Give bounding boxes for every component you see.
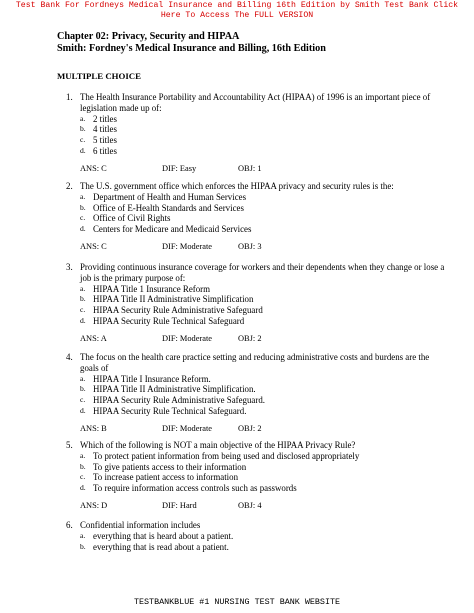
option-a: a. HIPAA Title 1 Insurance Reform xyxy=(80,283,211,294)
answer: ANS: C xyxy=(80,241,107,251)
top-banner xyxy=(0,1,474,21)
option-a: a. Department of Health and Human Services xyxy=(80,191,247,202)
banner-line-2: Here To Access The FULL VERSION xyxy=(160,11,314,20)
book-title: Smith: Fordney's Medical Insurance and Billing, 16th Edition xyxy=(57,43,326,54)
question-text: Which of the following is NOT a main objective of the HIPAA Privacy Rule? xyxy=(80,440,356,450)
option-a: a. everything that is heard about a patient. xyxy=(80,530,234,541)
answer-key xyxy=(80,334,446,345)
question-stem xyxy=(66,181,446,192)
question-number: 6. xyxy=(66,520,73,530)
question-text: The focus on the health care practice setting and reducing administrative costs and burdens are the goals of xyxy=(80,352,430,373)
question-6 xyxy=(66,520,446,552)
difficulty: DIF: Moderate xyxy=(162,241,213,251)
banner-line-1: Test Bank For Fordneys Medical Insurance and Billing 16th Edition by Smith Test Bank Click xyxy=(15,1,459,10)
difficulty: DIF: Hard xyxy=(162,500,197,510)
question-3 xyxy=(66,262,446,345)
option-a: a. 2 titles xyxy=(80,113,117,124)
objective: OBJ: 1 xyxy=(238,163,262,173)
option-b: b. everything that is read about a patient. xyxy=(80,541,229,552)
option-d: d. Centers for Medicare and Medicaid Services xyxy=(80,224,252,235)
option-c: c. To increase patient access to information xyxy=(80,472,239,483)
question-stem xyxy=(66,92,446,114)
question-stem xyxy=(66,520,446,531)
option-d: d. HIPAA Security Rule Technical Safeguard xyxy=(80,315,245,326)
question-1 xyxy=(66,92,446,175)
section-title: MULTIPLE CHOICE xyxy=(57,71,141,81)
question-text: The U.S. government office which enforces the HIPAA privacy and security rules is the: xyxy=(80,181,394,191)
question-text: Confidential information includes xyxy=(80,520,201,530)
question-5 xyxy=(66,440,446,512)
question-number: 5. xyxy=(66,440,73,450)
answer-key xyxy=(80,242,446,253)
option-a: a. To protect patient information from being used and disclosed appropriately xyxy=(80,450,360,461)
option-c: c. Office of Civil Rights xyxy=(80,213,171,224)
question-text: Providing continuous insurance coverage for workers and their dependents when they change or lose a job is the primary purpose of: xyxy=(80,262,445,283)
chapter-title: Chapter 02: Privacy, Security and HIPAA xyxy=(57,31,240,42)
answer-key xyxy=(80,424,446,435)
answer-key xyxy=(80,164,446,175)
question-text: The Health Insurance Portability and Accountability Act (HIPAA) of 1996 is an important piece of legislation made up of: xyxy=(80,92,431,113)
option-c: c. HIPAA Security Rule Administrative Safeguard xyxy=(80,305,263,316)
difficulty: DIF: Easy xyxy=(162,163,197,173)
option-d: d. HIPAA Security Rule Technical Safeguard. xyxy=(80,405,247,416)
footer-banner: TESTBANKBLUE #1 NURSING TEST BANK WEBSITE xyxy=(133,597,341,607)
objective: OBJ: 2 xyxy=(238,333,262,343)
difficulty: DIF: Moderate xyxy=(162,333,213,343)
option-b: b. 4 titles xyxy=(80,124,117,135)
option-b: b. To give patients access to their information xyxy=(80,461,247,472)
question-4 xyxy=(66,352,446,435)
option-b: b. HIPAA Title II Administrative Simplification. xyxy=(80,384,256,395)
option-d: d. 6 titles xyxy=(80,145,117,156)
option-c: c. 5 titles xyxy=(80,135,117,146)
objective: OBJ: 4 xyxy=(238,500,262,510)
full-version-link[interactable] xyxy=(16,1,458,20)
question-number: 1. xyxy=(66,92,73,102)
option-c: c. HIPAA Security Rule Administrative Safeguard. xyxy=(80,395,265,406)
question-stem xyxy=(66,262,446,284)
question-number: 3. xyxy=(66,262,73,272)
objective: OBJ: 2 xyxy=(238,423,262,433)
difficulty: DIF: Moderate xyxy=(162,423,213,433)
document-header xyxy=(57,31,326,55)
option-d: d. To require information access controls such as passwords xyxy=(80,483,297,494)
option-b: b. Office of E-Health Standards and Services xyxy=(80,202,244,213)
option-b: b. HIPAA Title II Administrative Simplification xyxy=(80,294,254,305)
answer: ANS: B xyxy=(80,423,107,433)
answer: ANS: C xyxy=(80,163,107,173)
answer: ANS: D xyxy=(80,500,108,510)
question-stem xyxy=(66,352,446,374)
question-number: 2. xyxy=(66,181,73,191)
answer: ANS: A xyxy=(80,333,107,343)
objective: OBJ: 3 xyxy=(238,241,262,251)
question-number: 4. xyxy=(66,352,73,362)
answer-key xyxy=(80,501,446,512)
question-2 xyxy=(66,181,446,253)
option-a: a. HIPAA Title I Insurance Reform. xyxy=(80,373,211,384)
question-stem xyxy=(66,440,446,451)
